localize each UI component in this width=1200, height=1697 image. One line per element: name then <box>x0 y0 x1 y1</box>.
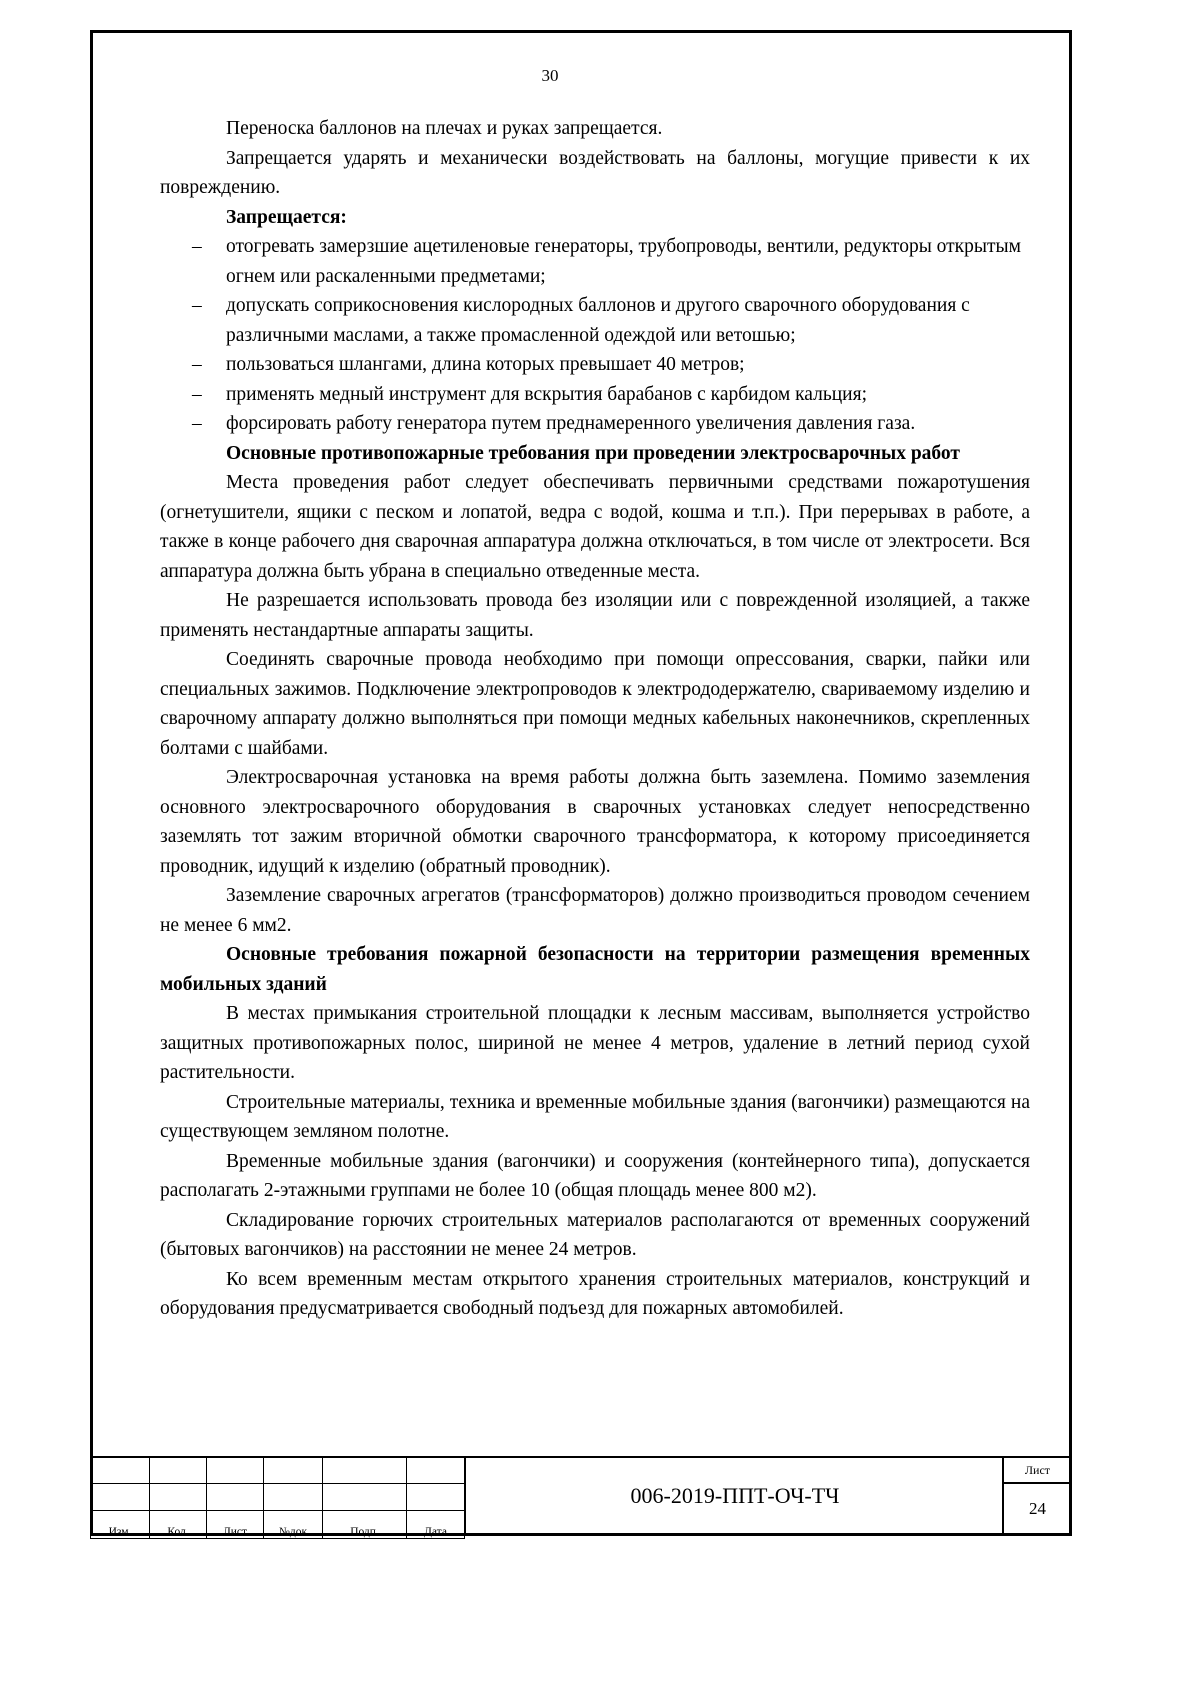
revision-cell <box>150 1457 207 1484</box>
revision-cell <box>323 1484 407 1511</box>
revision-cell <box>407 1457 465 1484</box>
list-marker: – <box>192 236 202 257</box>
page-number: 30 <box>541 66 559 85</box>
column-label-date: Дата <box>407 1511 465 1539</box>
revision-cell <box>91 1457 150 1484</box>
list-item: – отогревать замерзшие ацетиленовые генераторы, трубопроводы, вентили, редукторы открытым огнем или раскаленными предметами; <box>160 232 1030 291</box>
document-body <box>160 114 1030 1324</box>
revision-cell <box>264 1484 323 1511</box>
paragraph: Не разрешается использовать провода без изоляции или с поврежденной изоляцией, а также применять нестандартные аппараты защиты. <box>160 590 1030 641</box>
column-label-doc-number: №док <box>264 1511 323 1539</box>
column-label-sheet: Лист <box>207 1511 264 1539</box>
list-marker: – <box>192 383 202 405</box>
paragraph: Соединять сварочные провода необходимо при помощи опрессования, сварки, пайки или специальных зажимов. Подключение электропроводов к электрододержателю, свариваемому изделию и сварочному аппарату должно выполняться при помощи медных кабельных наконечников, скрепленных болтами с шайбами. <box>160 649 1030 759</box>
list-marker: – <box>192 354 202 375</box>
list-item: – форсировать работу генератора путем преднамеренного увеличения давления газа. <box>160 409 1030 439</box>
sheet-box <box>1002 1456 1071 1536</box>
list-item: – допускать соприкосновения кислородных баллонов и другого сварочного оборудования с различными маслами, а также промасленной одеждой или ветошью; <box>160 291 1030 350</box>
paragraph: В местах примыкания строительной площадки к лесным массивам, выполняется устройство защитных противопожарных полос, шириной не менее 4 метров, удаление в летний период сухой растительности. <box>160 1003 1030 1083</box>
paragraph: Складирование горючих строительных материалов располагаются от временных сооружений (бытовых вагончиков) на расстоянии не менее 24 метров. <box>160 1209 1030 1260</box>
title-block <box>90 1456 1072 1536</box>
revision-cell <box>207 1484 264 1511</box>
document-code: 006-2019-ППТ-ОЧ-ТЧ <box>464 1456 1004 1536</box>
list-item: – применять медный инструмент для вскрытия барабанов с карбидом кальция; <box>160 380 1030 410</box>
paragraph: Переноска баллонов на плечах и руках запрещается. <box>226 118 663 139</box>
revision-cell <box>407 1484 465 1511</box>
column-label-count: Кол. <box>150 1511 207 1539</box>
revision-cell <box>207 1457 264 1484</box>
revision-cell <box>150 1484 207 1511</box>
paragraph: Строительные материалы, техника и временные мобильные здания (вагончики) размещаются на существующем земляном полотне. <box>160 1091 1030 1142</box>
section-heading-forbidden: Запрещается: <box>226 206 347 228</box>
column-label-change: Изм. <box>91 1511 150 1539</box>
revision-table <box>90 1456 465 1539</box>
paragraph: Заземление сварочных агрегатов (трансформаторов) должно производиться проводом сечением не менее 6 мм2. <box>160 885 1030 936</box>
paragraph: Ко всем временным местам открытого хранения строительных материалов, конструкций и оборудования предусматривается свободный подъезд для пожарных автомобилей. <box>160 1268 1030 1319</box>
paragraph: Запрещается ударять и механически воздействовать на баллоны, могущие привести к их повреждению. <box>160 147 1030 198</box>
column-label-signature: Подп. <box>323 1511 407 1539</box>
paragraph: Временные мобильные здания (вагончики) и сооружения (контейнерного типа), допускается располагать 2-этажными группами не более 10 (общая площадь менее 800 м2). <box>160 1150 1030 1201</box>
forbidden-list <box>160 232 1030 439</box>
revision-cell <box>91 1484 150 1511</box>
paragraph: Электросварочная установка на время работы должна быть заземлена. Помимо заземления основного электросварочного оборудования в сварочных установках следует непосредственно заземлять тот зажим вторичной обмотки сварочного трансформатора, к которому присоединяется проводник, идущий к изделию (обратный проводник). <box>160 767 1030 877</box>
list-marker: – <box>192 295 202 316</box>
section-heading-territory: Основные требования пожарной безопасности на территории размещения временных мобильных зданий <box>160 944 1030 995</box>
sheet-label: Лист <box>1004 1458 1071 1484</box>
list-item: – пользоваться шлангами, длина которых превышает 40 метров; <box>160 350 1030 380</box>
section-heading-welding: Основные противопожарные требования при проведении электросварочных работ <box>226 442 961 464</box>
paragraph: Места проведения работ следует обеспечивать первичными средствами пожаротушения (огнетушители, ящики с песком и лопатой, ведра с водой, кошма и т.п.). При перерывах в работе, а также в конце рабочего дня сварочная аппаратура должна отключаться, в том числе от электросети. Вся аппаратура должна быть убрана в специально отведенные места. <box>160 472 1030 582</box>
list-marker: – <box>192 413 202 434</box>
sheet-number: 24 <box>1029 1499 1046 1518</box>
revision-cell <box>264 1457 323 1484</box>
revision-cell <box>323 1457 407 1484</box>
